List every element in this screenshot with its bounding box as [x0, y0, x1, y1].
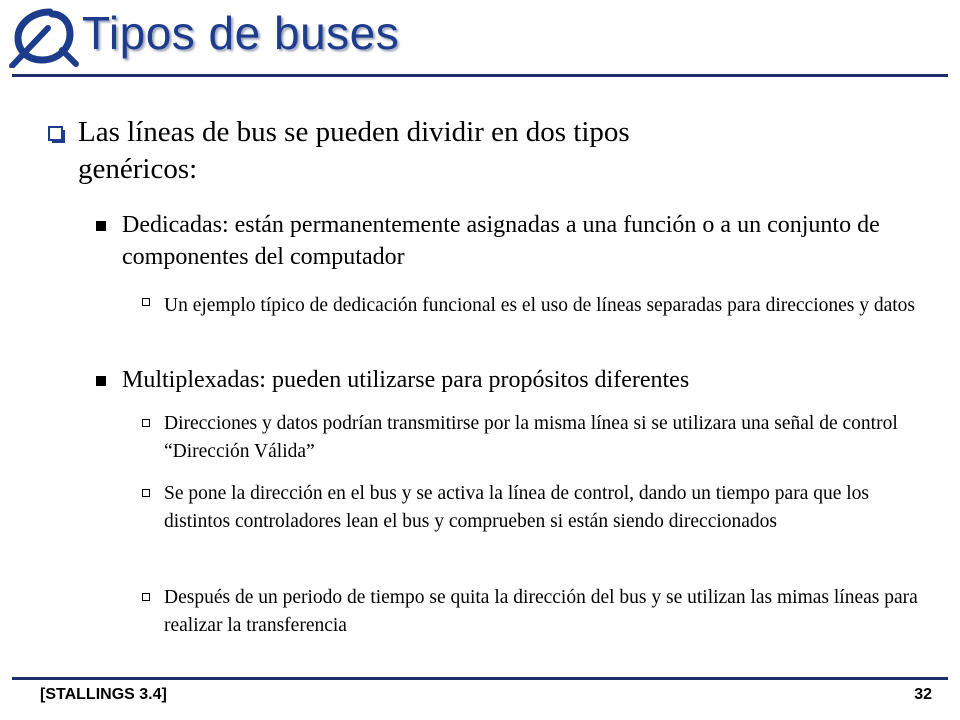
- sub-bullet-text: Se pone la dirección en el bus y se activa la línea de control, dando un tiempo para que los distintos controladores lean el bus y comprueben si están siendo direccionados: [164, 483, 870, 532]
- bullet-level1-text: Las líneas de bus se pueden dividir en dos tipos genéricos:: [78, 116, 630, 185]
- bullet-multiplexadas-text: Multiplexadas: pueden utilizarse para propósitos diferentes: [122, 367, 690, 393]
- hollow-square-bullet-icon: [48, 126, 63, 141]
- page-number: 32: [914, 686, 932, 703]
- logo-icon: [8, 6, 80, 68]
- small-square-bullet-icon: [142, 298, 150, 306]
- filled-square-bullet-icon: [96, 376, 106, 386]
- footer-reference: [STALLINGS 3.4]: [40, 686, 167, 703]
- sub-bullet-text: Un ejemplo típico de dedicación funcional es el uso de líneas separadas para direcciones y datos: [164, 295, 916, 316]
- sub-bullet-text: Después de un periodo de tiempo se quita la dirección del bus y se utilizan las mimas líneas para realizar la transferencia: [164, 587, 918, 636]
- bullet-dedicadas-text: Dedicadas: están permanentemente asignadas a una función o a un conjunto de componentes del computador: [122, 212, 880, 270]
- slide-title: Tipos de buses: [82, 7, 400, 59]
- filled-square-bullet-icon: [96, 221, 106, 231]
- footer-divider: [12, 677, 948, 680]
- small-square-bullet-icon: [142, 593, 150, 601]
- small-square-bullet-icon: [142, 419, 150, 427]
- small-square-bullet-icon: [142, 489, 150, 497]
- sub-bullet-text: Direcciones y datos podrían transmitirse por la misma línea si se utilizara una señal de control “Dirección Válida”: [164, 413, 898, 462]
- header-divider: [12, 74, 948, 77]
